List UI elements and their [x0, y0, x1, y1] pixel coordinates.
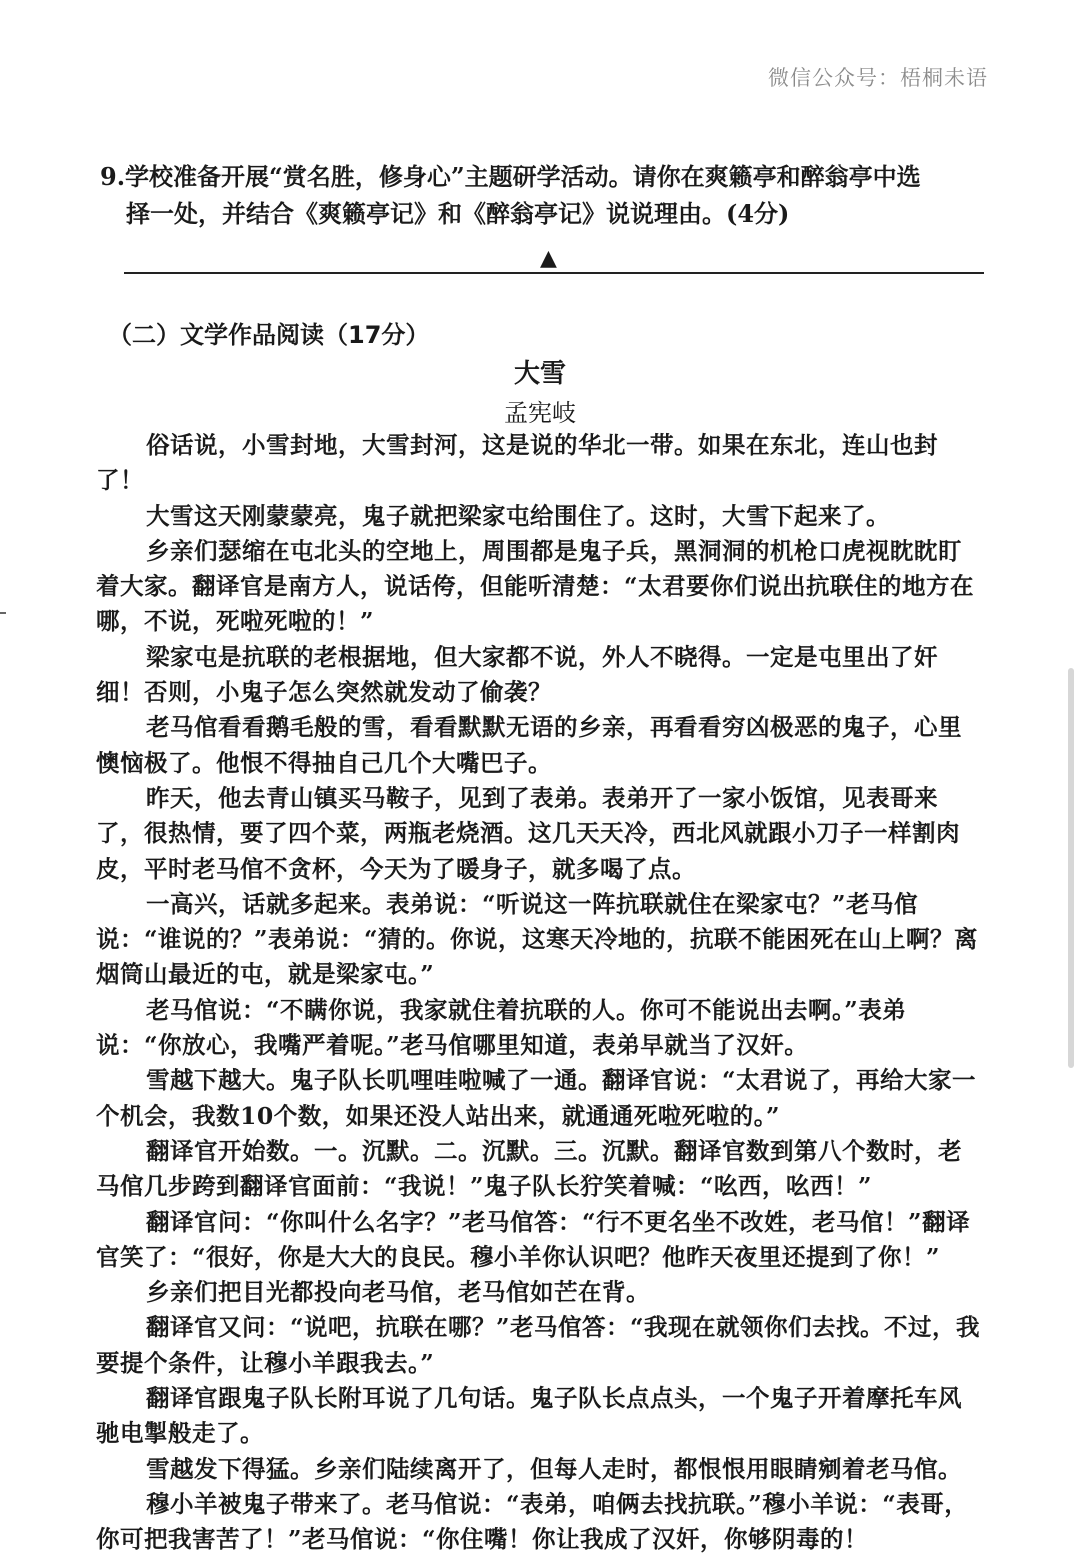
paragraph: 乡亲们瑟缩在屯北头的空地上，周围都是鬼子兵，黑洞洞的机枪口虎视眈眈盯着大家。翻译官是南方人，说话侉，但能听清楚：“太君要你们说出抗联住的地方在哪，不说，死啦死啦的！”	[96, 536, 975, 636]
paragraph: 穆小羊被鬼子带来了。老马倌说：“表弟，咱俩去找抗联。”穆小羊说：“表哥，你可把我害苦了！”老马倌说：“你住嘴！你让我成了汉奸，你够阴毒的！	[96, 1489, 969, 1554]
scrollbar[interactable]	[1068, 668, 1074, 1068]
paragraph: 大雪这天刚蒙蒙亮，鬼子就把梁家屯给围住了。这时，大雪下起来了。	[146, 501, 890, 530]
paragraph: 雪越下越大。鬼子队长叽哩哇啦喊了一通。翻译官说：“太君说了，再给大家一个机会，我数10个数，如果还没人站出来，就通通死啦死啦的。”	[96, 1066, 977, 1130]
paragraph: 翻译官问：“你叫什么名字？”老马倌答：“行不更名坐不改姓，老马倌！”翻译官笑了：“很好，你是大大的良民。穆小羊你认识吧？他昨天夜里还提到了你！”	[96, 1207, 971, 1271]
paragraph: 俗话说，小雪封地，大雪封河，这是说的华北一带。如果在东北，连山也封了！	[96, 431, 938, 495]
paragraph: 翻译官开始数。一。沉默。二。沉默。三。沉默。翻译官数到第八个数时，老马倌几步跨到翻译官面前：“我说！”鬼子队长狞笑着喊：“吆西，吆西！”	[96, 1136, 962, 1201]
article-title: 大雪	[513, 359, 566, 389]
section-heading: （二）文学作品阅读（17分）	[108, 321, 430, 349]
watermark: 微信公众号：梧桐未语	[768, 66, 988, 90]
paragraph: 老马倌说：“不瞒你说，我家就住着抗联的人。你可不能说出去啊。”表弟说：“你放心，我嘴严着呢。”老马倌哪里知道，表弟早就当了汉奸。	[96, 995, 907, 1060]
article-body	[96, 428, 984, 1558]
paragraph: 老马倌看看鹅毛般的雪，看看默默无语的乡亲，再看看穷凶极恶的鬼子，心里懊恼极了。他恨不得抽自己几个大嘴巴子。	[96, 713, 962, 777]
question-line-1: 9.学校准备开展“赏名胜，修身心”主题研学活动。请你在爽籁亭和醉翁亭中选	[100, 162, 921, 191]
triangle-icon: ▲	[540, 246, 557, 271]
paragraph: 翻译官跟鬼子队长附耳说了几句话。鬼子队长点点头，一个鬼子开着摩托车风驰电掣般走了。	[96, 1384, 962, 1448]
article-author: 孟宪岐	[504, 399, 576, 427]
paragraph: 翻译官又问：“说吧，抗联在哪？”老马倌答：“我现在就领你们去找。不过，我要提个条件，让穆小羊跟我去。”	[96, 1313, 981, 1377]
paragraph: 梁家屯是抗联的老根据地，但大家都不说，外人不晓得。一定是屯里出了奸细！否则，小鬼子怎么突然就发动了偷袭？	[96, 642, 938, 707]
paragraph: 雪越发下得猛。乡亲们陆续离开了，但每人走时，都恨恨用眼睛剜着老马倌。	[146, 1454, 962, 1483]
page-edge-mark	[0, 612, 6, 614]
paragraph: 昨天，他去青山镇买马鞍子，见到了表弟。表弟开了一家小饭馆，见表哥来了，很热情，要了四个菜，两瓶老烧酒。这几天天冷，西北风就跟小刀子一样割肉皮，平时老马倌不贪杯，今天为了暖身子，就多喝了点。	[96, 783, 960, 883]
paragraph: 乡亲们把目光都投向老马倌，老马倌如芒在背。	[146, 1278, 650, 1307]
paragraph: 一高兴，话就多起来。表弟说：“听说这一阵抗联就住在梁家屯？”老马倌说：“谁说的？”表弟说：“猜的。你说，这寒天冷地的，抗联不能困死在山上啊？离烟筒山最近的屯，就是梁家屯。”	[96, 889, 979, 989]
answer-rule	[124, 272, 984, 274]
question-line-2: 择一处，并结合《爽籁亭记》和《醉翁亭记》说说理由。(4分)	[126, 199, 790, 228]
answer-line	[124, 244, 984, 274]
question-9	[100, 158, 990, 232]
